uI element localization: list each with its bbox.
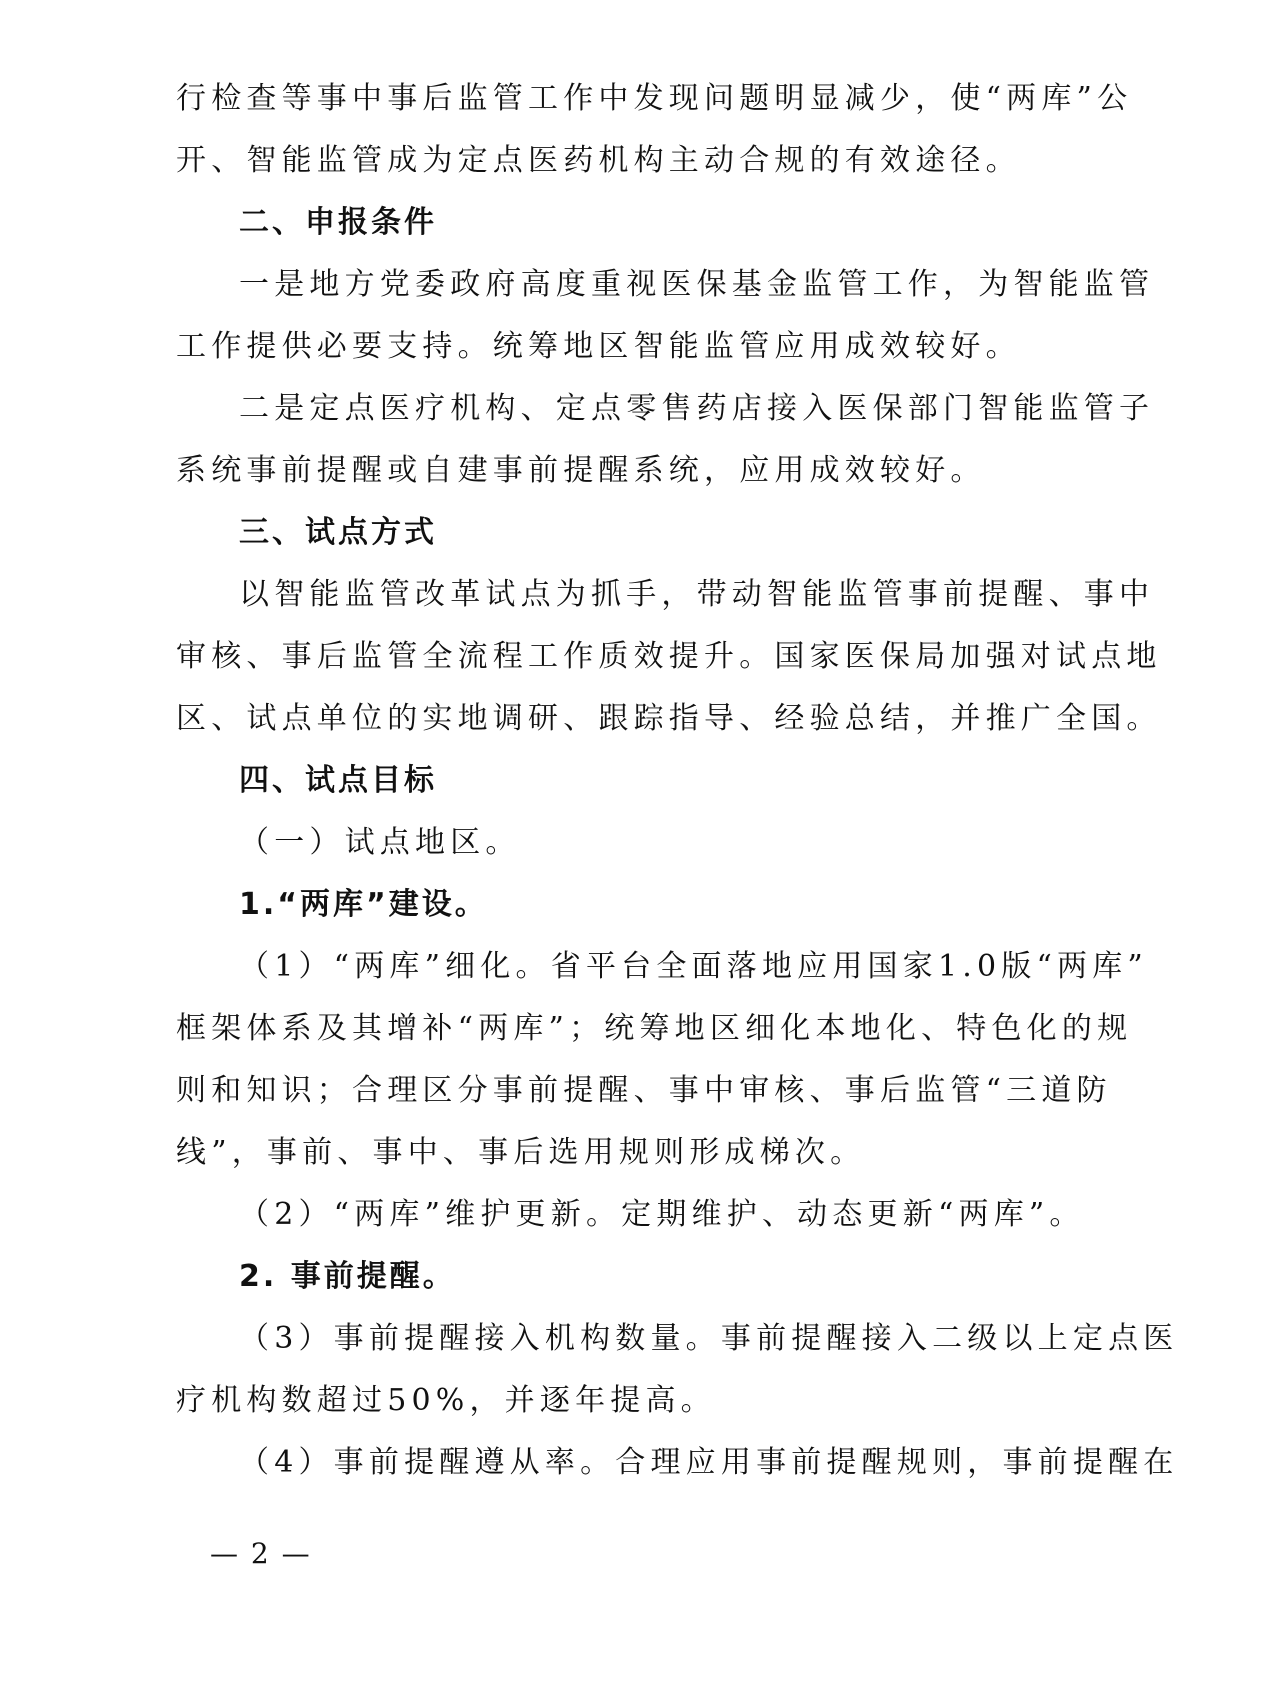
subsection-heading: （一）试点地区。 — [239, 825, 521, 860]
body-line: （1）“两库”细化。省平台全面落地应用国家1.0版“两库” — [239, 949, 1148, 984]
body-line: 疗机构数超过50%，并逐年提高。 — [176, 1383, 716, 1418]
item-heading: 1.“两库”建设。 — [239, 887, 488, 922]
body-line: 框架体系及其增补“两库”；统筹地区细化本地化、特色化的规 — [176, 1011, 1133, 1046]
body-line: 行检查等事中事后监管工作中发现问题明显减少，使“两库”公 — [176, 81, 1133, 116]
document-body — [176, 68, 1179, 1494]
section-heading: 二、申报条件 — [239, 205, 437, 240]
body-line: （2）“两库”维护更新。定期维护、动态更新“两库”。 — [239, 1197, 1085, 1232]
section-heading: 三、试点方式 — [239, 515, 437, 550]
body-line: 审核、事后监管全流程工作质效提升。国家医保局加强对试点地 — [176, 639, 1162, 674]
body-line: 开、智能监管成为定点医药机构主动合规的有效途径。 — [176, 143, 1021, 178]
body-line: 区、试点单位的实地调研、跟踪指导、经验总结，并推广全国。 — [176, 701, 1162, 736]
section-heading: 四、试点目标 — [239, 763, 437, 798]
body-line: （3）事前提醒接入机构数量。事前提醒接入二级以上定点医 — [239, 1321, 1179, 1356]
body-line: 系统事前提醒或自建事前提醒系统，应用成效较好。 — [176, 453, 986, 488]
body-line: 二是定点医疗机构、定点零售药店接入医保部门智能监管子 — [239, 391, 1155, 426]
body-line: 一是地方党委政府高度重视医保基金监管工作，为智能监管 — [239, 267, 1155, 302]
page-number: — 2 — — [210, 1537, 312, 1570]
body-line: 线”，事前、事中、事后选用规则形成梯次。 — [176, 1135, 866, 1170]
item-heading: 2. 事前提醒。 — [239, 1259, 456, 1294]
body-line: 以智能监管改革试点为抓手，带动智能监管事前提醒、事中 — [239, 577, 1155, 612]
body-line: （4）事前提醒遵从率。合理应用事前提醒规则，事前提醒在 — [239, 1445, 1179, 1480]
body-line: 工作提供必要支持。统筹地区智能监管应用成效较好。 — [176, 329, 1021, 364]
body-line: 则和知识；合理区分事前提醒、事中审核、事后监管“三道防 — [176, 1073, 1112, 1108]
